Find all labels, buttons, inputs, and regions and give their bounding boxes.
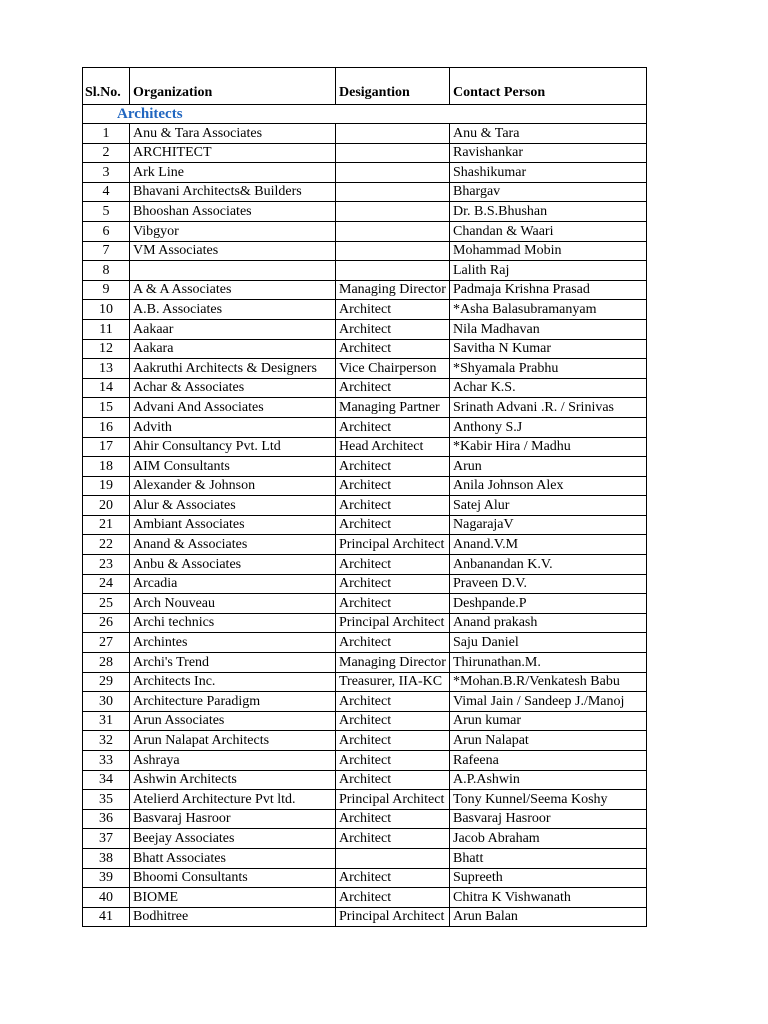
table-row — [83, 241, 647, 261]
cell-sl-no: 34 — [83, 770, 130, 790]
cell-designation — [336, 143, 450, 163]
cell-designation — [336, 221, 450, 241]
cell-contact-person: Anu & Tara — [450, 124, 647, 144]
cell-contact-person: Rafeena — [450, 751, 647, 771]
cell-designation — [336, 182, 450, 202]
cell-sl-no: 36 — [83, 809, 130, 829]
cell-designation: Architect — [336, 888, 450, 908]
cell-contact-person: A.P.Ashwin — [450, 770, 647, 790]
cell-organization: Ashraya — [130, 751, 336, 771]
cell-designation: Architect — [336, 300, 450, 320]
table-row — [83, 143, 647, 163]
cell-contact-person: Basvaraj Hasroor — [450, 809, 647, 829]
cell-contact-person: *Shyamala Prabhu — [450, 359, 647, 379]
cell-sl-no: 29 — [83, 672, 130, 692]
cell-sl-no: 25 — [83, 594, 130, 614]
cell-organization: A.B. Associates — [130, 300, 336, 320]
cell-sl-no: 24 — [83, 574, 130, 594]
cell-organization: Bhoomi Consultants — [130, 868, 336, 888]
cell-contact-person: Anbanandan K.V. — [450, 555, 647, 575]
table-row — [83, 790, 647, 810]
table-row — [83, 319, 647, 339]
cell-organization: Alexander & Johnson — [130, 476, 336, 496]
header-sl-no: Sl.No. — [83, 68, 130, 105]
cell-designation: Architect — [336, 633, 450, 653]
cell-sl-no: 10 — [83, 300, 130, 320]
cell-organization: Bodhitree — [130, 907, 336, 927]
table-row — [83, 378, 647, 398]
cell-designation: Architect — [336, 515, 450, 535]
header-row — [83, 68, 647, 105]
cell-contact-person: Anand.V.M — [450, 535, 647, 555]
cell-contact-person: Arun — [450, 457, 647, 477]
cell-organization: A & A Associates — [130, 280, 336, 300]
table-row — [83, 848, 647, 868]
cell-designation: Architect — [336, 319, 450, 339]
cell-designation: Architect — [336, 339, 450, 359]
cell-designation: Architect — [336, 555, 450, 575]
cell-organization: Advani And Associates — [130, 398, 336, 418]
cell-organization: BIOME — [130, 888, 336, 908]
cell-sl-no: 18 — [83, 457, 130, 477]
table-row — [83, 770, 647, 790]
cell-designation: Architect — [336, 751, 450, 771]
cell-sl-no: 16 — [83, 417, 130, 437]
cell-designation: Architect — [336, 574, 450, 594]
table-row — [83, 633, 647, 653]
table-row — [83, 868, 647, 888]
cell-designation: Principal Architect — [336, 535, 450, 555]
cell-organization: Arun Associates — [130, 711, 336, 731]
table-row — [83, 535, 647, 555]
cell-organization: Aakruthi Architects & Designers — [130, 359, 336, 379]
cell-sl-no: 8 — [83, 261, 130, 281]
header-contact-person: Contact Person — [450, 68, 647, 105]
header-organization: Organization — [130, 68, 336, 105]
cell-designation: Managing Partner — [336, 398, 450, 418]
cell-sl-no: 5 — [83, 202, 130, 222]
table-row — [83, 359, 647, 379]
cell-organization: Archi's Trend — [130, 653, 336, 673]
cell-designation — [336, 261, 450, 281]
cell-contact-person: Padmaja Krishna Prasad — [450, 280, 647, 300]
cell-contact-person: Anthony S.J — [450, 417, 647, 437]
cell-contact-person: Tony Kunnel/Seema Koshy — [450, 790, 647, 810]
cell-sl-no: 23 — [83, 555, 130, 575]
cell-sl-no: 9 — [83, 280, 130, 300]
cell-organization: Arun Nalapat Architects — [130, 731, 336, 751]
cell-contact-person: Bhatt — [450, 848, 647, 868]
cell-designation: Architect — [336, 457, 450, 477]
cell-contact-person: Arun Nalapat — [450, 731, 647, 751]
cell-contact-person: Shashikumar — [450, 163, 647, 183]
cell-sl-no: 3 — [83, 163, 130, 183]
cell-organization: Bhooshan Associates — [130, 202, 336, 222]
cell-designation: Architect — [336, 731, 450, 751]
cell-designation: Architect — [336, 711, 450, 731]
cell-contact-person: Nila Madhavan — [450, 319, 647, 339]
cell-sl-no: 37 — [83, 829, 130, 849]
table-row — [83, 300, 647, 320]
cell-organization: Ambiant Associates — [130, 515, 336, 535]
header-designation: Desigantion — [336, 68, 450, 105]
cell-sl-no: 32 — [83, 731, 130, 751]
cell-organization: Anand & Associates — [130, 535, 336, 555]
cell-sl-no: 13 — [83, 359, 130, 379]
table-row — [83, 751, 647, 771]
table-row — [83, 182, 647, 202]
table-row — [83, 888, 647, 908]
cell-organization: Bhatt Associates — [130, 848, 336, 868]
table-row — [83, 476, 647, 496]
cell-organization: Aakara — [130, 339, 336, 359]
cell-contact-person: Saju Daniel — [450, 633, 647, 653]
cell-sl-no: 35 — [83, 790, 130, 810]
table-row — [83, 692, 647, 712]
cell-sl-no: 15 — [83, 398, 130, 418]
cell-contact-person: Savitha N Kumar — [450, 339, 647, 359]
cell-designation: Architect — [336, 594, 450, 614]
cell-organization: Basvaraj Hasroor — [130, 809, 336, 829]
cell-contact-person: Satej Alur — [450, 496, 647, 516]
cell-organization: Aakaar — [130, 319, 336, 339]
cell-contact-person: Praveen D.V. — [450, 574, 647, 594]
cell-contact-person: Chitra K Vishwanath — [450, 888, 647, 908]
table-row — [83, 398, 647, 418]
cell-designation: Architect — [336, 809, 450, 829]
table-row — [83, 261, 647, 281]
cell-designation: Architect — [336, 476, 450, 496]
table-row — [83, 280, 647, 300]
table-row — [83, 202, 647, 222]
cell-sl-no: 33 — [83, 751, 130, 771]
section-row — [83, 105, 647, 124]
cell-sl-no: 26 — [83, 613, 130, 633]
cell-organization: Atelierd Architecture Pvt ltd. — [130, 790, 336, 810]
table-row — [83, 829, 647, 849]
cell-sl-no: 4 — [83, 182, 130, 202]
table-row — [83, 594, 647, 614]
cell-contact-person: Bhargav — [450, 182, 647, 202]
cell-organization: Ahir Consultancy Pvt. Ltd — [130, 437, 336, 457]
cell-organization: Arch Nouveau — [130, 594, 336, 614]
cell-designation: Managing Director — [336, 653, 450, 673]
table-row — [83, 496, 647, 516]
cell-sl-no: 11 — [83, 319, 130, 339]
cell-sl-no: 38 — [83, 848, 130, 868]
cell-designation: Architect — [336, 417, 450, 437]
cell-contact-person: Lalith Raj — [450, 261, 647, 281]
cell-designation: Architect — [336, 868, 450, 888]
cell-designation — [336, 848, 450, 868]
cell-organization: Achar & Associates — [130, 378, 336, 398]
cell-sl-no: 1 — [83, 124, 130, 144]
table-row — [83, 437, 647, 457]
cell-designation — [336, 124, 450, 144]
cell-designation: Treasurer, IIA-KC — [336, 672, 450, 692]
cell-contact-person: Srinath Advani .R. / Srinivas — [450, 398, 647, 418]
cell-sl-no: 14 — [83, 378, 130, 398]
table-row — [83, 339, 647, 359]
cell-sl-no: 2 — [83, 143, 130, 163]
cell-designation: Architect — [336, 692, 450, 712]
section-title: Architects — [83, 105, 647, 124]
cell-organization: Archi technics — [130, 613, 336, 633]
cell-designation: Architect — [336, 829, 450, 849]
cell-contact-person: *Kabir Hira / Madhu — [450, 437, 647, 457]
cell-designation — [336, 202, 450, 222]
cell-organization: Architects Inc. — [130, 672, 336, 692]
cell-organization: Archintes — [130, 633, 336, 653]
cell-contact-person: Deshpande.P — [450, 594, 647, 614]
cell-sl-no: 19 — [83, 476, 130, 496]
cell-organization: Arcadia — [130, 574, 336, 594]
table-row — [83, 515, 647, 535]
cell-designation: Vice Chairperson — [336, 359, 450, 379]
cell-contact-person: Mohammad Mobin — [450, 241, 647, 261]
cell-organization: Advith — [130, 417, 336, 437]
cell-designation — [336, 241, 450, 261]
cell-contact-person: Anila Johnson Alex — [450, 476, 647, 496]
table-row — [83, 809, 647, 829]
cell-organization: Bhavani Architects& Builders — [130, 182, 336, 202]
cell-contact-person: Jacob Abraham — [450, 829, 647, 849]
cell-designation: Principal Architect — [336, 790, 450, 810]
cell-sl-no: 21 — [83, 515, 130, 535]
cell-designation: Principal Architect — [336, 613, 450, 633]
cell-contact-person: Dr. B.S.Bhushan — [450, 202, 647, 222]
cell-contact-person: *Mohan.B.R/Venkatesh Babu — [450, 672, 647, 692]
cell-organization — [130, 261, 336, 281]
cell-contact-person: Arun kumar — [450, 711, 647, 731]
table-row — [83, 672, 647, 692]
cell-contact-person: NagarajaV — [450, 515, 647, 535]
table-row — [83, 555, 647, 575]
cell-sl-no: 20 — [83, 496, 130, 516]
table-row — [83, 711, 647, 731]
cell-sl-no: 22 — [83, 535, 130, 555]
cell-organization: VM Associates — [130, 241, 336, 261]
cell-designation — [336, 163, 450, 183]
cell-designation: Architect — [336, 378, 450, 398]
table-row — [83, 417, 647, 437]
cell-organization: Beejay Associates — [130, 829, 336, 849]
cell-sl-no: 27 — [83, 633, 130, 653]
cell-contact-person: Thirunathan.M. — [450, 653, 647, 673]
cell-designation: Architect — [336, 496, 450, 516]
cell-designation: Principal Architect — [336, 907, 450, 927]
cell-organization: Anu & Tara Associates — [130, 124, 336, 144]
cell-sl-no: 17 — [83, 437, 130, 457]
cell-sl-no: 7 — [83, 241, 130, 261]
cell-sl-no: 39 — [83, 868, 130, 888]
cell-contact-person: Achar K.S. — [450, 378, 647, 398]
cell-contact-person: Arun Balan — [450, 907, 647, 927]
table-row — [83, 457, 647, 477]
cell-designation: Architect — [336, 770, 450, 790]
table-row — [83, 907, 647, 927]
cell-designation: Managing Director — [336, 280, 450, 300]
cell-contact-person: Supreeth — [450, 868, 647, 888]
table-row — [83, 613, 647, 633]
cell-organization: Vibgyor — [130, 221, 336, 241]
cell-organization: Ashwin Architects — [130, 770, 336, 790]
table-row — [83, 221, 647, 241]
cell-contact-person: Chandan & Waari — [450, 221, 647, 241]
cell-organization: Anbu & Associates — [130, 555, 336, 575]
cell-organization: ARCHITECT — [130, 143, 336, 163]
cell-sl-no: 28 — [83, 653, 130, 673]
table-row — [83, 163, 647, 183]
cell-organization: AIM Consultants — [130, 457, 336, 477]
cell-sl-no: 31 — [83, 711, 130, 731]
cell-designation: Head Architect — [336, 437, 450, 457]
table-row — [83, 574, 647, 594]
cell-organization: Architecture Paradigm — [130, 692, 336, 712]
cell-sl-no: 41 — [83, 907, 130, 927]
cell-sl-no: 6 — [83, 221, 130, 241]
cell-contact-person: Vimal Jain / Sandeep J./Manoj — [450, 692, 647, 712]
cell-contact-person: Ravishankar — [450, 143, 647, 163]
cell-organization: Alur & Associates — [130, 496, 336, 516]
table-row — [83, 731, 647, 751]
cell-contact-person: Anand prakash — [450, 613, 647, 633]
cell-organization: Ark Line — [130, 163, 336, 183]
table-row — [83, 653, 647, 673]
table-row — [83, 124, 647, 144]
cell-sl-no: 12 — [83, 339, 130, 359]
cell-sl-no: 40 — [83, 888, 130, 908]
cell-sl-no: 30 — [83, 692, 130, 712]
contacts-table — [82, 67, 647, 927]
cell-contact-person: *Asha Balasubramanyam — [450, 300, 647, 320]
